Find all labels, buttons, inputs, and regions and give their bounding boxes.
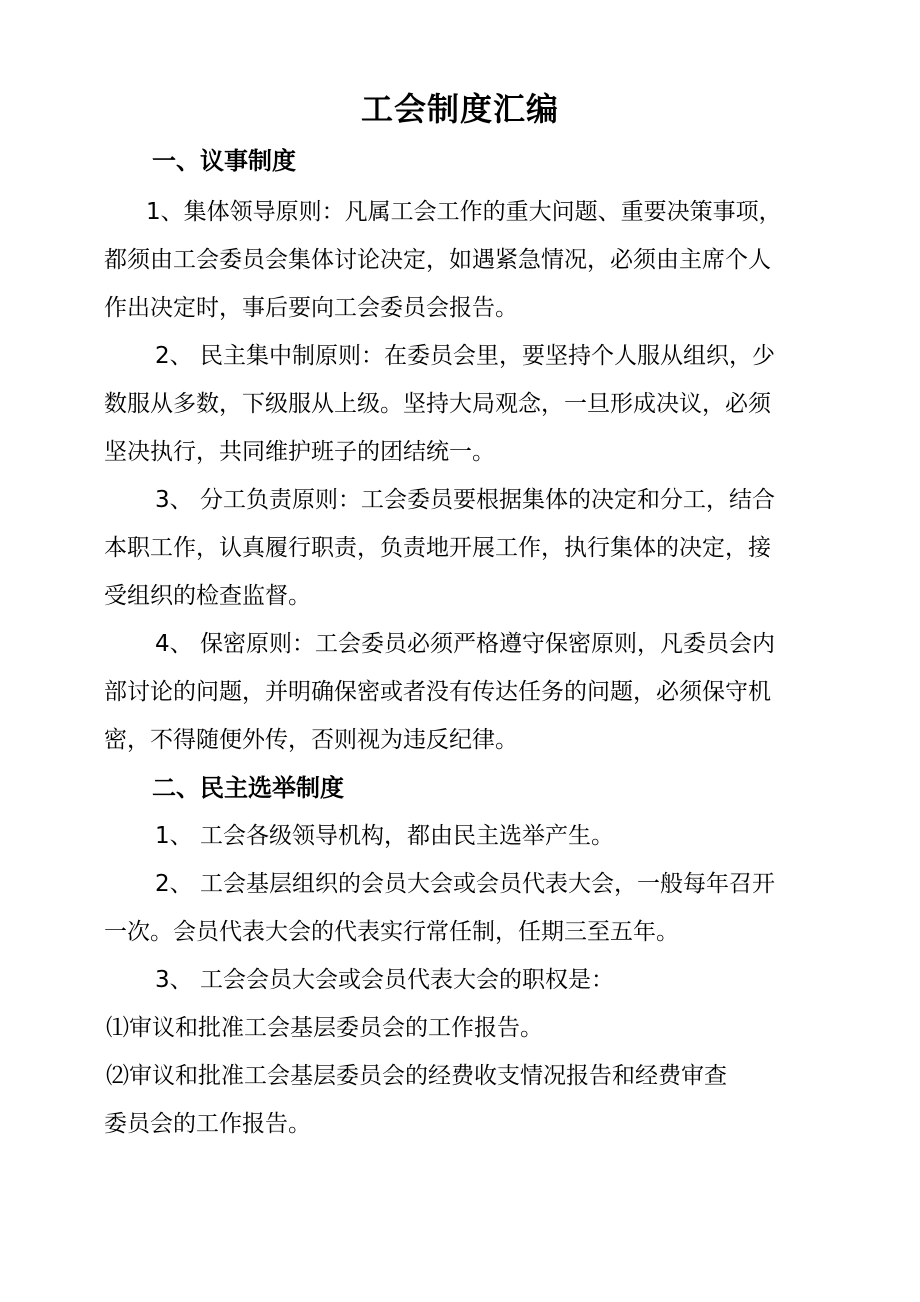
paragraph-line: 都须由工会委员会集体讨论决定，如遇紧急情况，必须由主席个人 (104, 247, 771, 273)
paragraph-line: 密，不得随便外传，否则视为违反纪律。 (104, 727, 518, 753)
paragraph-line: 本职工作，认真履行职责，负责地开展工作，执行集体的决定，接 (104, 535, 771, 561)
paragraph-line: 部讨论的问题，并明确保密或者没有传达任务的问题，必须保守机 (104, 679, 771, 705)
paragraph-line: 受组织的检查监督。 (104, 583, 311, 609)
paragraph-line: ⑴审议和批准工会基层委员会的工作报告。 (106, 1015, 543, 1041)
paragraph-line: 2、 民主集中制原则：在委员会里，要坚持个人服从组织，少 (155, 343, 775, 369)
paragraph-line: 1、集体领导原则：凡属工会工作的重大问题、重要决策事项， (146, 199, 782, 225)
paragraph-line: 2、 工会基层组织的会员大会或会员代表大会，一般每年召开 (155, 871, 775, 897)
paragraph-line: 作出决定时，事后要向工会委员会报告。 (104, 295, 518, 321)
paragraph-line: 1、 工会各级领导机构，都由民主选举产生。 (155, 823, 614, 849)
paragraph-line: 4、 保密原则：工会委员必须严格遵守保密原则，凡委员会内 (155, 631, 775, 657)
paragraph-line: 3、 工会会员大会或会员代表大会的职权是： (155, 967, 614, 993)
section-heading-2: 二、民主选举制度 (152, 774, 344, 802)
document-title: 工会制度汇编 (360, 90, 559, 128)
paragraph-line: 委员会的工作报告。 (104, 1111, 311, 1137)
paragraph-line: 3、 分工负责原则：工会委员要根据集体的决定和分工，结合 (155, 487, 775, 513)
paragraph-line: 数服从多数，下级服从上级。坚持大局观念，一旦形成决议，必须 (104, 391, 771, 417)
section-heading-1: 一、议事制度 (152, 147, 296, 175)
paragraph-line: ⑵审议和批准工会基层委员会的经费收支情况报告和经费审查 (106, 1063, 727, 1089)
paragraph-line: 一次。会员代表大会的代表实行常任制，任期三至五年。 (104, 919, 679, 945)
paragraph-line: 坚决执行，共同维护班子的团结统一。 (104, 439, 495, 465)
